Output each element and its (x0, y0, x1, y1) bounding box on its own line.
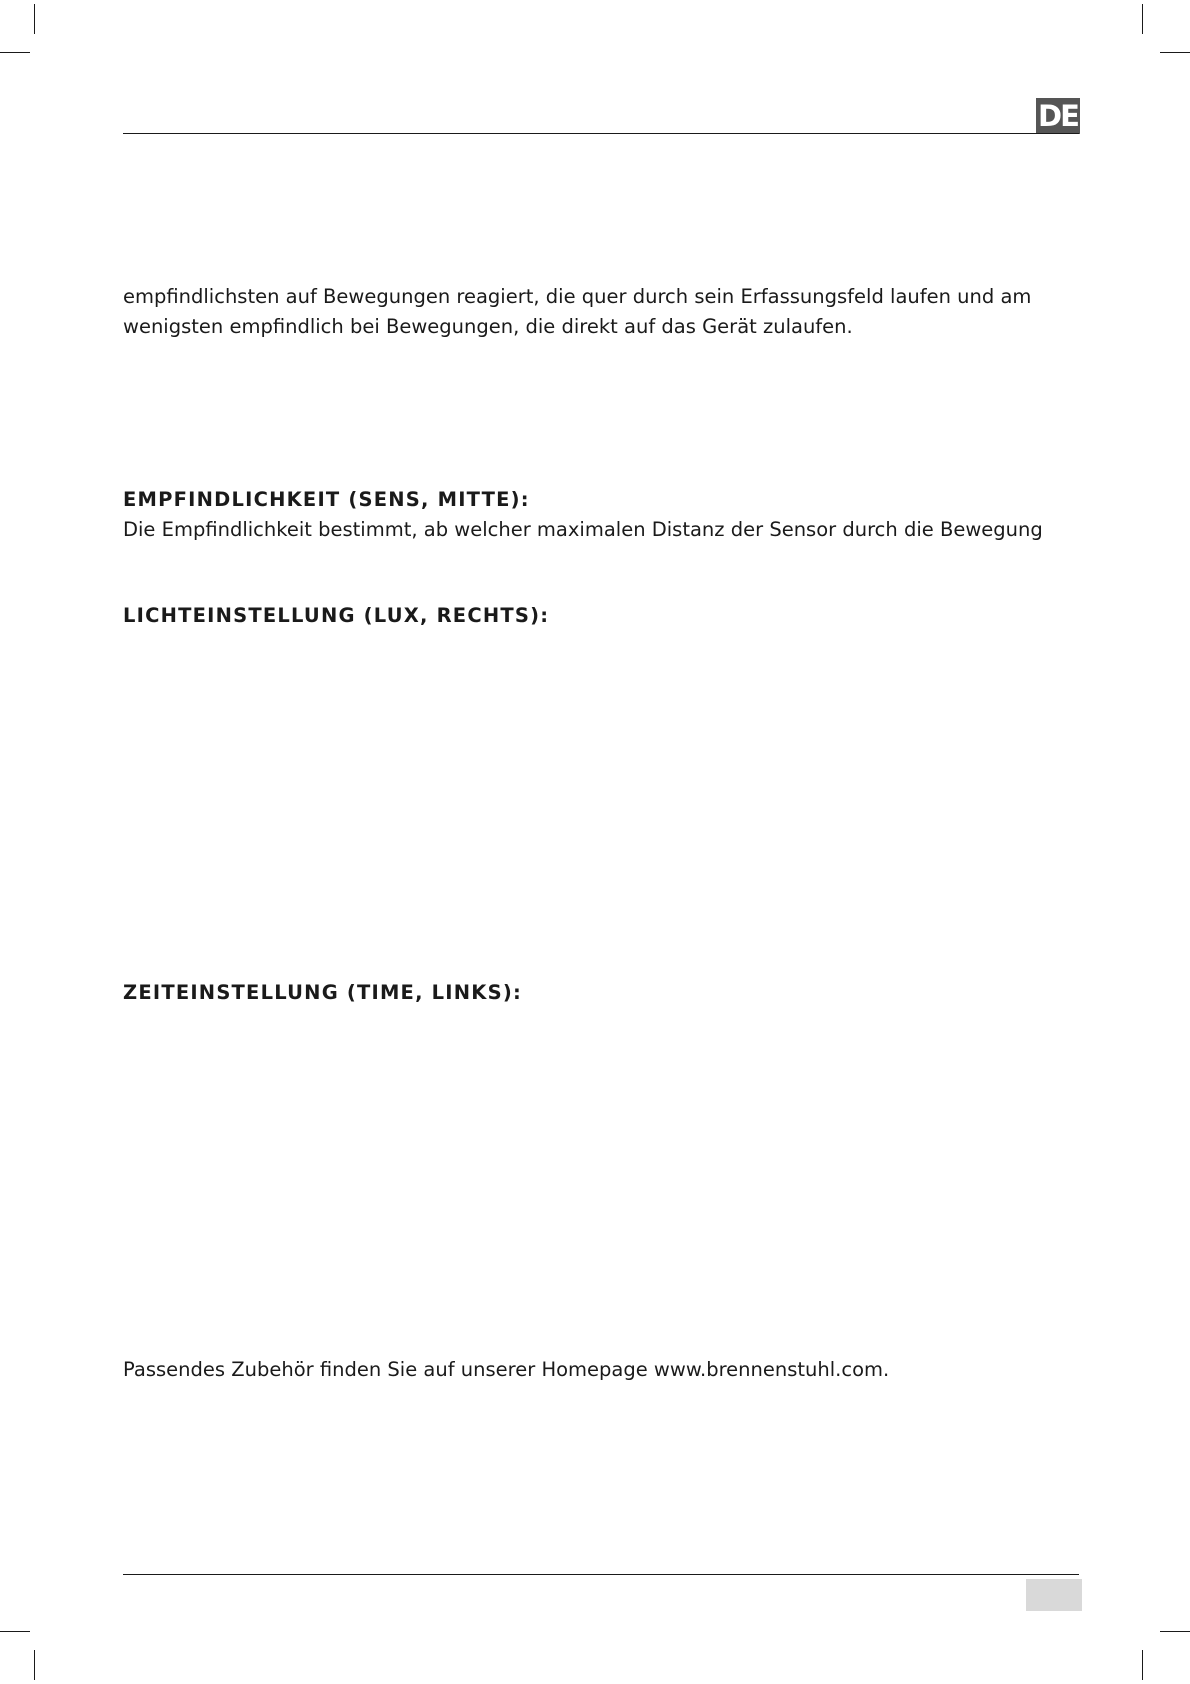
crop-mark-top-left-vertical (34, 4, 35, 34)
section-heading-time: ZEITEINSTELLUNG (TIME, LINKS): (123, 981, 522, 1004)
language-badge: DE (1036, 98, 1080, 134)
crop-mark-top-left-horizontal (0, 52, 30, 53)
crop-mark-bottom-left-horizontal (0, 1631, 30, 1632)
intro-line-1: empfindlichsten auf Bewegungen reagiert, die quer durch sein Erfassungsfeld laufen und am (123, 285, 1032, 308)
header-rule (123, 133, 1079, 134)
crop-mark-bottom-right-vertical (1142, 1650, 1143, 1680)
crop-mark-bottom-right-horizontal (1160, 1631, 1190, 1632)
page-number-box (1026, 1579, 1082, 1611)
crop-mark-top-right-vertical (1142, 4, 1143, 34)
crop-mark-top-right-horizontal (1160, 52, 1190, 53)
intro-line-2: wenigsten empfindlich bei Bewegungen, die direkt auf das Gerät zulaufen. (123, 315, 853, 338)
accessories-note: Passendes Zubehör finden Sie auf unserer Homepage www.brennenstuhl.com. (123, 1358, 890, 1381)
footer-rule (123, 1574, 1079, 1575)
crop-mark-bottom-left-vertical (34, 1650, 35, 1680)
section-heading-sensitivity: EMPFINDLICHKEIT (SENS, MITTE): (123, 488, 530, 511)
section-text-sensitivity: Die Empfindlichkeit bestimmt, ab welcher maximalen Distanz der Sensor durch die Bewegung (123, 518, 1043, 541)
section-heading-light: LICHTEINSTELLUNG (LUX, RECHTS): (123, 604, 550, 627)
